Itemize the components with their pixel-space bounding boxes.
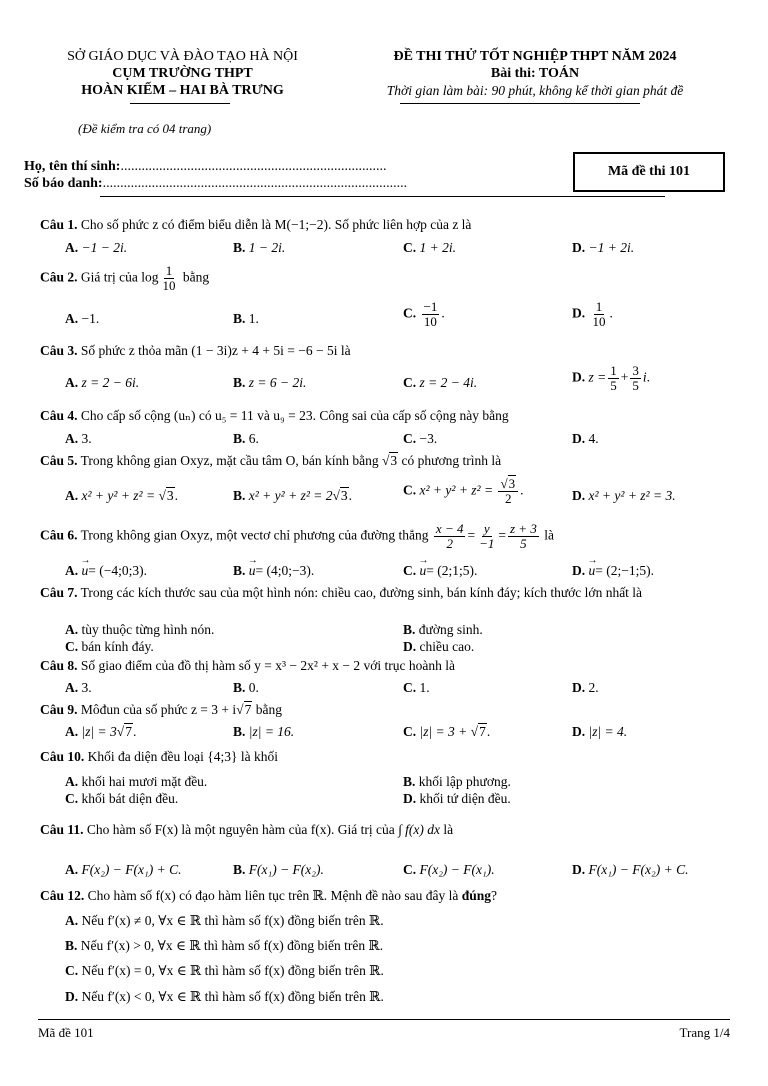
option-c: C. 1.	[403, 680, 430, 695]
option-b: B. z = 6 − 2i.	[233, 375, 307, 390]
divider	[100, 196, 665, 197]
header-right	[350, 48, 720, 99]
option-a: A. → u= (−4;0;3).	[65, 562, 147, 580]
exam-code-box: Mã đề thi 101	[573, 152, 725, 192]
option-b: B. x² + y² + z² = 2√3.	[233, 488, 353, 503]
option-c: C. bán kính đáy.	[65, 639, 154, 654]
question-8: Câu 8. Số giao điểm của đồ thị hàm số y = x³ − 2x² + x − 2 với trục hoành là	[40, 658, 456, 673]
option-c: C. |z| = 3 + √7.	[403, 724, 491, 739]
option-b: B. đường sinh.	[403, 622, 483, 637]
option-a: A. −1.	[65, 311, 100, 326]
option-d: D. chiều cao.	[403, 639, 475, 654]
option-d: D. −1 + 2i.	[572, 240, 635, 255]
question-12: Câu 12. Cho hàm số f(x) có đạo hàm liên tục trên ℝ. Mệnh đề nào sau đây là đúng?	[40, 888, 498, 903]
school-cluster: CỤM TRƯỜNG THPT	[112, 66, 253, 81]
divider	[400, 103, 640, 104]
question-7: Câu 7. Trong các kích thước sau của một hình nón: chiều cao, đường sinh, bán kính đáy; kích thước lớn nhất là	[40, 585, 643, 600]
footer-exam-code: Mã đề 101	[38, 1025, 94, 1040]
option-d: D. x² + y² + z² = 3.	[572, 488, 676, 503]
exam-subject: Bài thi: TOÁN	[490, 66, 580, 81]
option-d: D. Nếu f′(x) < 0, ∀x ∈ ℝ thì hàm số f(x) đồng biến trên ℝ.	[65, 989, 384, 1004]
option-c: C. z = 2 − 4i.	[403, 375, 478, 390]
footer-page-number: Trang 1/4	[679, 1025, 730, 1040]
option-b: B. khối lập phương.	[403, 774, 511, 789]
option-d: D. khối tứ diện đều.	[403, 791, 511, 806]
option-c: C. x² + y² + z² = $\frac{√3}{2}$ .	[403, 476, 524, 506]
question-10: Câu 10. Khối đa diện đều loại {4;3} là khối	[40, 749, 278, 764]
option-c: C. F(x₂) − F(x₁).	[403, 862, 495, 877]
option-c: C. 1 + 2i.	[403, 240, 456, 255]
option-b: B. 1.	[233, 311, 259, 326]
question-4: Câu 4. Cho cấp số cộng (uₙ) có u₅ = 11 và u₉ = 23. Công sai của cấp số cộng này bằng	[40, 408, 509, 423]
candidate-name-line: Họ, tên thí sinh:............................................................................	[24, 159, 387, 174]
option-d: D. → u= (2;−1;5).	[572, 562, 654, 580]
option-b: B. 0.	[233, 680, 259, 695]
page-note: (Đề kiểm tra có 04 trang)	[78, 121, 212, 136]
option-d: D. F(x₁) − F(x₂) + C.	[572, 862, 689, 877]
option-a: A. z = 2 − 6i.	[65, 375, 140, 390]
question-6: Câu 6. Trong không gian Oxyz, một vectơ chỉ phương của đường thẳng $\frac{x - 4}{2}$ = $\frac{y}{-1}$ = $\frac{z + 3}{5}$ là	[40, 521, 554, 551]
divider	[130, 103, 230, 104]
header-left	[30, 48, 335, 99]
option-d: D. z = $\frac{1}{5}$ + $\frac{3}{5}$ i.	[572, 363, 651, 393]
question-9: Câu 9. Môđun của số phức z = 3 + i√7 bằng	[40, 702, 282, 717]
option-b: B. |z| = 16.	[233, 724, 295, 739]
option-d: D. $\frac{1}{10}$ .	[572, 299, 613, 329]
school-names: HOÀN KIẾM – HAI BÀ TRƯNG	[81, 83, 284, 98]
question-1: Câu 1. Cho số phức z có điểm biểu diễn là M(−1;−2). Số phức liên hợp của z là	[40, 217, 472, 232]
option-a: A. 3.	[65, 431, 92, 446]
option-c: C. Nếu f′(x) = 0, ∀x ∈ ℝ thì hàm số f(x) đồng biến trên ℝ.	[65, 963, 384, 978]
candidate-id-line: Số báo danh:.......................................................................................	[24, 176, 408, 191]
option-a: A. |z| = 3√7.	[65, 724, 137, 739]
exam-duration: Thời gian làm bài: 90 phút, không kể thời gian phát đề	[386, 83, 684, 98]
option-a: A. tùy thuộc từng hình nón.	[65, 622, 215, 637]
question-3: Câu 3. Số phức z thỏa mãn (1 − 3i)z + 4 + 5i = −6 − 5i là	[40, 343, 351, 358]
option-b: B. 1 − 2i.	[233, 240, 286, 255]
option-d: D. |z| = 4.	[572, 724, 628, 739]
option-a: A. khối hai mươi mặt đều.	[65, 774, 208, 789]
exam-title: ĐỀ THI THỬ TỐT NGHIỆP THPT NĂM 2024	[393, 49, 677, 64]
option-d: D. 4.	[572, 431, 599, 446]
option-b: B. 6.	[233, 431, 259, 446]
question-2: Câu 2. Giá trị của log $\frac{1}{10}$ bằng	[40, 263, 210, 293]
option-b: B. F(x₁) − F(x₂).	[233, 862, 324, 877]
option-c: C. $\frac{-1}{10}$ .	[403, 299, 445, 329]
option-b: B. → u= (4;0;−3).	[233, 562, 314, 580]
option-c: C. khối bát diện đều.	[65, 791, 179, 806]
option-b: B. Nếu f′(x) > 0, ∀x ∈ ℝ thì hàm số f(x) đồng biến trên ℝ.	[65, 938, 384, 953]
option-c: C. → u= (2;1;5).	[403, 562, 477, 580]
question-5: Câu 5. Trong không gian Oxyz, mặt cầu tâm O, bán kính bằng √3 có phương trình là	[40, 453, 502, 468]
option-a: A. F(x₂) − F(x₁) + C.	[65, 862, 182, 877]
option-a: A. Nếu f′(x) ≠ 0, ∀x ∈ ℝ thì hàm số f(x) đồng biến trên ℝ.	[65, 913, 384, 928]
option-a: A. 3.	[65, 680, 92, 695]
option-c: C. −3.	[403, 431, 438, 446]
question-11: Câu 11. Cho hàm số F(x) là một nguyên hàm của f(x). Giá trị của ∫ f(x) dx là	[40, 822, 454, 837]
option-d: D. 2.	[572, 680, 599, 695]
option-a: A. x² + y² + z² = √3.	[65, 488, 179, 503]
option-a: A. −1 − 2i.	[65, 240, 128, 255]
footer-divider	[38, 1019, 730, 1020]
department-name: SỞ GIÁO DỤC VÀ ĐÀO TẠO HÀ NỘI	[67, 49, 298, 64]
